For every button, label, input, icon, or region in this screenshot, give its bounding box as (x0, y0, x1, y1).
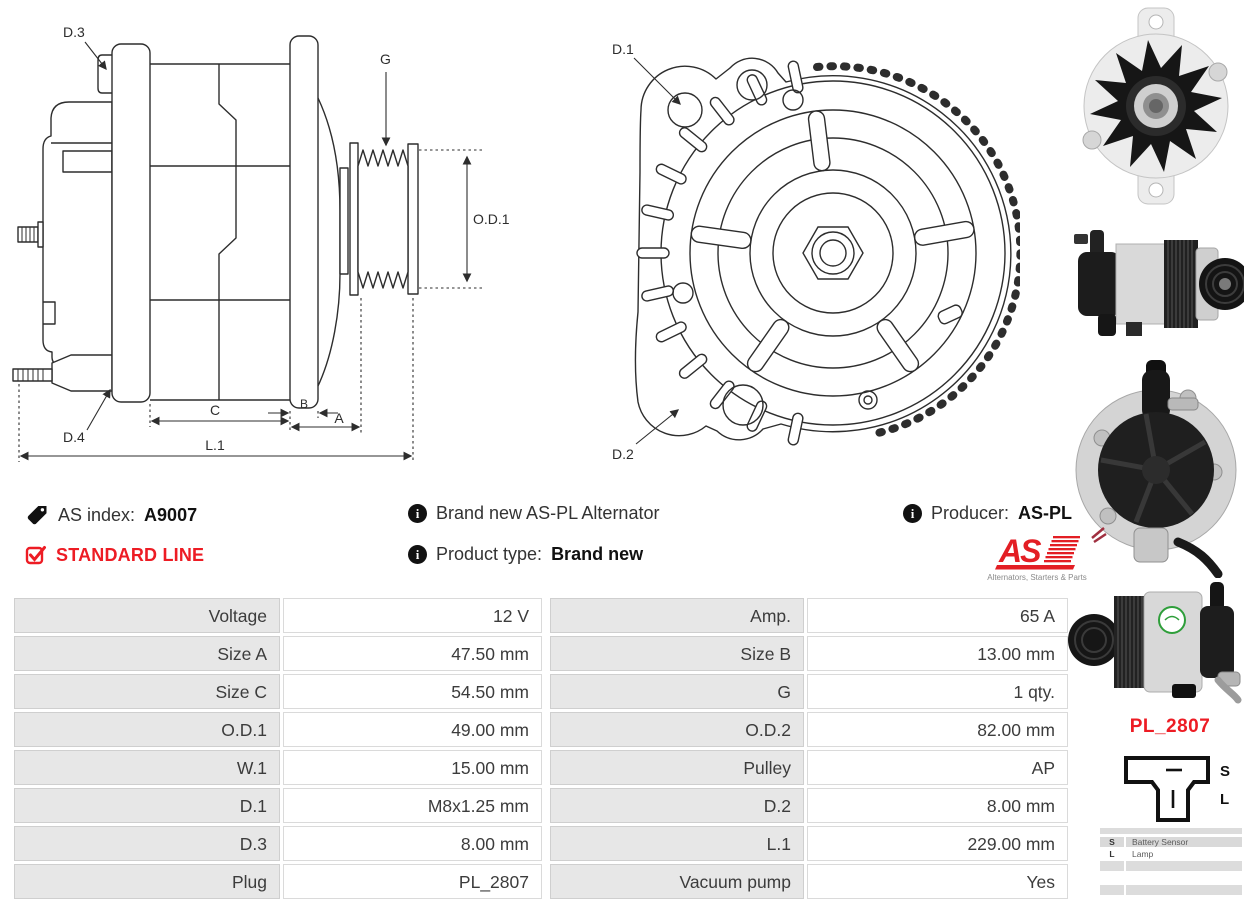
pulley-flange-right (408, 144, 418, 294)
checkbox-icon (25, 544, 47, 566)
product-photo-side-pump-left (1068, 214, 1244, 352)
spec-label: L.1 (550, 826, 804, 861)
table-row (14, 750, 542, 785)
table-row (14, 636, 542, 671)
spec-label: Plug (14, 864, 280, 899)
table-row (550, 674, 1068, 709)
producer-value: AS-PL (1018, 503, 1073, 523)
standard-line-label: STANDARD LINE (56, 544, 205, 565)
dim-label-a: A (334, 410, 344, 426)
plug-diagram (1108, 750, 1244, 828)
spec-value: 13.00 mm (807, 636, 1068, 671)
dim-label-g: G (380, 51, 391, 67)
plug-legend (1100, 828, 1242, 897)
spec-label: G (550, 674, 804, 709)
table-row (14, 712, 542, 747)
spec-value: 47.50 mm (283, 636, 542, 671)
housing-ring (661, 81, 1005, 425)
spec-value: 82.00 mm (807, 712, 1068, 747)
spec-label: Voltage (14, 598, 280, 633)
spec-label: Size A (14, 636, 280, 671)
spec-value: 65 A (807, 598, 1068, 633)
table-row (550, 826, 1068, 861)
product-photo-side-pump-right (1068, 578, 1244, 706)
info-icon: i (408, 504, 427, 523)
rear-bracket (112, 44, 150, 402)
product-type-line (408, 544, 643, 565)
spec-table-right (550, 598, 1068, 902)
info-icon: i (903, 504, 922, 523)
spec-value: 8.00 mm (283, 826, 542, 861)
tag-icon (25, 503, 49, 527)
pulley-grooves (358, 150, 408, 288)
logo-caption: Alternators, Starters & Parts (987, 573, 1087, 582)
spec-label: Pulley (550, 750, 804, 785)
spec-label: Size C (14, 674, 280, 709)
spec-value: 54.50 mm (283, 674, 542, 709)
plug-pin-l: L (1220, 791, 1230, 808)
spec-label: Amp. (550, 598, 804, 633)
as-index-line (25, 503, 197, 527)
pulley-flange-left (350, 143, 358, 295)
terminal-stud (18, 227, 38, 242)
brand-text: Brand new AS-PL Alternator (436, 503, 660, 523)
product-type-value: Brand new (551, 544, 644, 564)
table-row (550, 864, 1068, 899)
table-row (14, 598, 542, 633)
spec-table-left (14, 598, 542, 902)
dim-label-l1: L.1 (205, 437, 225, 453)
spec-value: 1 qty. (807, 674, 1068, 709)
brand-line (408, 503, 659, 524)
logo-text: AS (999, 533, 1040, 569)
legend-row (1100, 849, 1242, 859)
table-row (550, 598, 1068, 633)
spec-label: Size B (550, 636, 804, 671)
dim-label-od1: O.D.1 (473, 211, 510, 227)
stator-body (150, 64, 290, 400)
legend-desc: Battery Sensor (1126, 837, 1242, 847)
spec-value: AP (807, 750, 1068, 785)
spec-value: 12 V (283, 598, 542, 633)
legend-pin: L (1109, 849, 1115, 859)
spec-label: O.D.1 (14, 712, 280, 747)
table-row (14, 826, 542, 861)
as-pl-logo (983, 531, 1095, 588)
spec-label: D.3 (14, 826, 280, 861)
product-type-label: Product type: (436, 544, 543, 564)
table-row (14, 788, 542, 823)
as-index-label: AS index: (58, 504, 136, 525)
table-row (14, 864, 542, 899)
standard-line-badge (25, 544, 204, 566)
lower-lug (52, 355, 112, 391)
legend-header-bar (1100, 828, 1242, 834)
legend-pin: S (1100, 837, 1124, 847)
table-row (550, 788, 1068, 823)
table-row (14, 674, 542, 709)
spec-value: 49.00 mm (283, 712, 542, 747)
as-index-value: A9007 (144, 504, 198, 525)
table-row (550, 712, 1068, 747)
plug-code: PL_2807 (1129, 716, 1211, 737)
product-photo-front (1068, 2, 1244, 210)
producer-label: Producer: (931, 503, 1010, 523)
rear-housing (43, 102, 112, 365)
technical-drawing-side-view (5, 6, 545, 478)
spec-label: O.D.2 (550, 712, 804, 747)
spec-value: PL_2807 (283, 864, 542, 899)
plug-outline (1126, 758, 1208, 820)
spec-value: M8x1.25 mm (283, 788, 542, 823)
green-sticker (1159, 607, 1185, 633)
producer-line (903, 503, 1072, 524)
legend-row-empty (1100, 885, 1242, 895)
spec-label: W.1 (14, 750, 280, 785)
spec-value: 15.00 mm (283, 750, 542, 785)
dim-label-c: C (209, 402, 221, 418)
dim-label-b: B (299, 397, 309, 411)
front-bracket (290, 36, 318, 408)
spec-value: Yes (807, 864, 1068, 899)
table-row (550, 636, 1068, 671)
spec-value: 229.00 mm (807, 826, 1068, 861)
plug-pin-s: S (1220, 763, 1231, 780)
legend-row-empty (1100, 861, 1242, 871)
spec-label: D.1 (14, 788, 280, 823)
legend-row (1100, 837, 1242, 847)
technical-drawing-front-view (590, 12, 1020, 472)
spec-label: Vacuum pump (550, 864, 804, 899)
dim-label-d1: D.1 (612, 41, 634, 57)
spec-value: 8.00 mm (807, 788, 1068, 823)
dim-label-d4: D.4 (63, 429, 85, 445)
info-icon: i (408, 545, 427, 564)
dim-label-d2: D.2 (612, 446, 634, 462)
front-cone (318, 98, 340, 386)
table-row (550, 750, 1068, 785)
spec-label: D.2 (550, 788, 804, 823)
dim-label-d3: D.3 (63, 24, 85, 40)
legend-desc: Lamp (1132, 849, 1154, 859)
